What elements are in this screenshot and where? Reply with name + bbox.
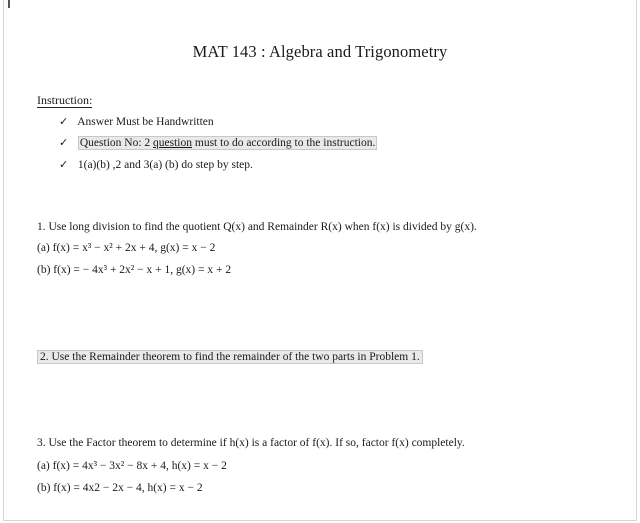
instruction-item-2 [59,136,377,149]
instruction-heading: Instruction: [37,93,93,107]
instruction-text-2 [78,136,377,150]
problem1-statement: 1. Use long division to find the quotient Q(x) and Remainder R(x) when f(x) is divided by g(x). [37,221,477,233]
problem2-line [37,351,423,363]
page-title: MAT 143 : Algebra and Trigonometry [192,42,448,61]
checkmark-icon: ✓ [59,136,69,149]
instruction-item-1 [59,115,214,128]
instruction-item-3 [59,158,253,171]
cursor-mark [8,0,10,8]
checkmark-icon: ✓ [59,158,69,171]
question-link: question [153,137,193,149]
instruction-text-2a: Question No: 2 [79,137,154,149]
problem3-part-a: (a) f(x) = 4x³ − 3x² − 8x + 4, h(x) = x − 2 [37,460,227,472]
problem1-part-b: (b) f(x) = − 4x³ + 2x² − x + 1, g(x) = x + 2 [37,264,232,276]
problem3-statement: 3. Use the Factor theorem to determine if h(x) is a factor of f(x). If so, factor f(x) completely. [37,437,465,449]
checkmark-icon: ✓ [59,115,69,128]
instruction-text-1: Answer Must be Handwritten [77,116,214,128]
problem3-part-b: (b) f(x) = 4x2 − 2x − 4, h(x) = x − 2 [37,482,203,494]
instruction-text-2b: must to do according to the instruction. [192,137,376,149]
instruction-text-3: 1(a)(b) ,2 and 3(a) (b) do step by step. [77,159,253,171]
problem2-statement: 2. Use the Remainder theorem to find the remainder of the two parts in Problem 1. [37,350,423,364]
problem1-part-a: (a) f(x) = x³ − x² + 2x + 4, g(x) = x − 2 [37,242,216,254]
